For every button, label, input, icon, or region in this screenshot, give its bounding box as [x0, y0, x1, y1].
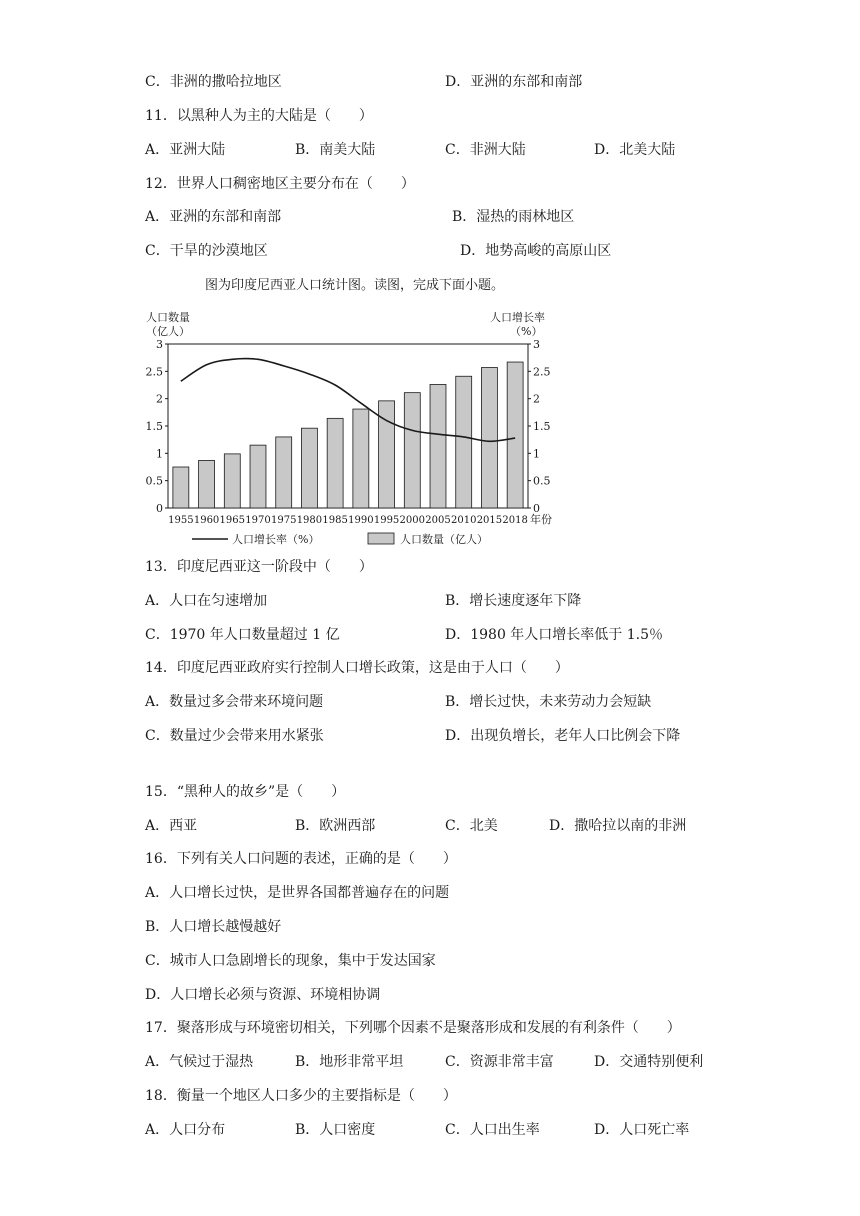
legend-line-label: 人口增长率（%） [232, 533, 320, 546]
q11-option-a: A．亚洲大陆 [145, 142, 226, 158]
x-tick-label: 1955 [168, 515, 194, 526]
q15-option-d: D．撒哈拉以南的非洲 [549, 818, 687, 834]
right-tick-label: 3 [533, 338, 540, 351]
q12-option-c: C．干旱的沙漠地区 [145, 243, 268, 259]
x-tick-label: 1990 [348, 515, 374, 526]
x-tick-label: 1965 [219, 515, 246, 526]
x-tick-label: 1980 [296, 515, 323, 526]
q12-option-d: D．地势高峻的高原山区 [460, 243, 612, 259]
x-tick-label: 1960 [193, 515, 220, 526]
q16-option-d: D．人口增长必须与资源、环境相协调 [145, 987, 381, 1003]
q18-option-c: C．人口出生率 [445, 1122, 540, 1138]
q13-stem: 13．印度尼西亚这一阶段中（ ） [145, 559, 373, 575]
q14-option-c: C．数量过少会带来用水紧张 [145, 728, 324, 744]
right-axis-label-line2: （%） [510, 325, 543, 338]
q16-option-b: B．人口增长越慢越好 [145, 919, 282, 935]
x-tick-label: 1975 [270, 515, 297, 526]
q17-option-c: C．资源非常丰富 [445, 1054, 554, 1070]
q16-stem: 16．下列有关人口问题的表述，正确的是（ ） [145, 851, 457, 867]
bar-2005 [430, 384, 446, 508]
q18-option-a: A．人口分布 [145, 1122, 226, 1138]
bar-1990 [353, 409, 369, 508]
left-axis-label-line1: 人口数量 [146, 311, 190, 324]
q11-option-d: D．北美大陆 [594, 142, 676, 158]
q12-option-a: A．亚洲的东部和南部 [145, 209, 282, 225]
figure-caption: 图为印度尼西亚人口统计图。读图，完成下面小题。 [205, 278, 505, 293]
bar-1965 [224, 454, 240, 508]
bar-1980 [301, 428, 317, 508]
q17-stem: 17．聚落形成与环境密切相关，下列哪个因素不是聚落形成和发展的有利条件（ ） [145, 1020, 681, 1036]
q11-stem: 11．以黑种人为主的大陆是（ ） [145, 108, 373, 124]
left-tick-label: 1 [156, 447, 163, 461]
legend-bar-label: 人口数量（亿人） [400, 533, 488, 546]
left-tick-label: 0.5 [145, 474, 163, 488]
left-tick-label: 3 [156, 338, 163, 351]
q15-option-a: A．西亚 [145, 818, 198, 834]
x-axis-suffix: 年份 [530, 513, 552, 526]
x-tick-label: 2010 [450, 515, 477, 526]
q14-stem: 14．印度尼西亚政府实行控制人口增长政策，这是由于人口（ ） [145, 660, 569, 676]
q11-option-b: B．南美大陆 [295, 142, 376, 158]
x-tick-label: 1985 [322, 515, 348, 526]
x-tick-label: 2005 [425, 515, 451, 526]
right-tick-label: 2.5 [533, 365, 551, 379]
bar-2018 [507, 362, 523, 508]
left-tick-label: 0 [156, 502, 163, 515]
q14-option-d: D．出现负增长，老年人口比例会下降 [445, 728, 681, 744]
q16-option-c: C．城市人口急剧增长的现象，集中于发达国家 [145, 953, 436, 969]
q13-option-c: C．1970 年人口数量超过 1 亿 [145, 627, 340, 643]
x-tick-label: 2015 [476, 515, 503, 526]
bar-1955 [173, 467, 189, 508]
right-tick-label: 0.5 [533, 474, 551, 488]
q13-option-d: D．1980 年人口增长率低于 1.5％ [445, 627, 664, 643]
bar-1970 [250, 445, 266, 508]
right-tick-label: 2 [533, 392, 540, 406]
q11-option-c: C．非洲大陆 [445, 142, 526, 158]
left-tick-label: 1.5 [145, 420, 163, 433]
q12-option-b: B．湿热的雨林地区 [452, 209, 575, 225]
q18-option-b: B．人口密度 [295, 1122, 376, 1138]
left-tick-label: 2.5 [145, 365, 163, 379]
x-tick-label: 1995 [373, 515, 400, 526]
x-tick-label: 2000 [399, 515, 426, 526]
q15-option-c: C．北美 [445, 818, 498, 834]
bar-1975 [276, 437, 292, 508]
q10-option-c: C．非洲的撒哈拉地区 [145, 74, 282, 90]
q16-option-a: A．人口增长过快，是世界各国都普遍存在的问题 [145, 885, 450, 901]
q14-option-b: B．增长过快，未来劳动力会短缺 [445, 694, 652, 710]
legend-bar-swatch [368, 533, 394, 544]
bar-1960 [199, 460, 215, 508]
q13-option-a: A．人口在匀速增加 [145, 593, 268, 609]
q18-option-d: D．人口死亡率 [594, 1122, 690, 1138]
q17-option-b: B．地形非常平坦 [295, 1054, 404, 1070]
q18-stem: 18．衡量一个地区人口多少的主要指标是（ ） [145, 1088, 457, 1104]
bar-1985 [327, 418, 343, 508]
x-tick-label: 1970 [245, 515, 271, 526]
q17-option-d: D．交通特别便利 [594, 1054, 704, 1070]
q17-option-a: A．气候过于湿热 [145, 1054, 254, 1070]
bar-2015 [481, 368, 497, 508]
left-tick-label: 2 [156, 392, 163, 406]
q13-option-b: B．增长速度逐年下降 [445, 593, 582, 609]
right-tick-label: 1.5 [533, 420, 551, 433]
plot-frame [168, 344, 528, 508]
bar-2010 [456, 376, 472, 508]
bar-2000 [404, 393, 420, 508]
q15-option-b: B．欧洲西部 [295, 818, 376, 834]
q12-stem: 12．世界人口稠密地区主要分布在（ ） [145, 176, 415, 192]
x-tick-label: 2018 [502, 515, 528, 526]
q15-stem: 15．“黑种人的故乡”是（ ） [145, 784, 346, 800]
population-chart [140, 306, 560, 551]
q10-option-d: D．亚洲的东部和南部 [445, 74, 583, 90]
right-tick-label: 0 [533, 502, 540, 515]
right-tick-label: 1 [533, 447, 540, 461]
right-axis-label-line1: 人口增长率 [490, 311, 545, 324]
q14-option-a: A．数量过多会带来环境问题 [145, 694, 324, 710]
left-axis-label-line2: （亿人） [146, 325, 190, 338]
